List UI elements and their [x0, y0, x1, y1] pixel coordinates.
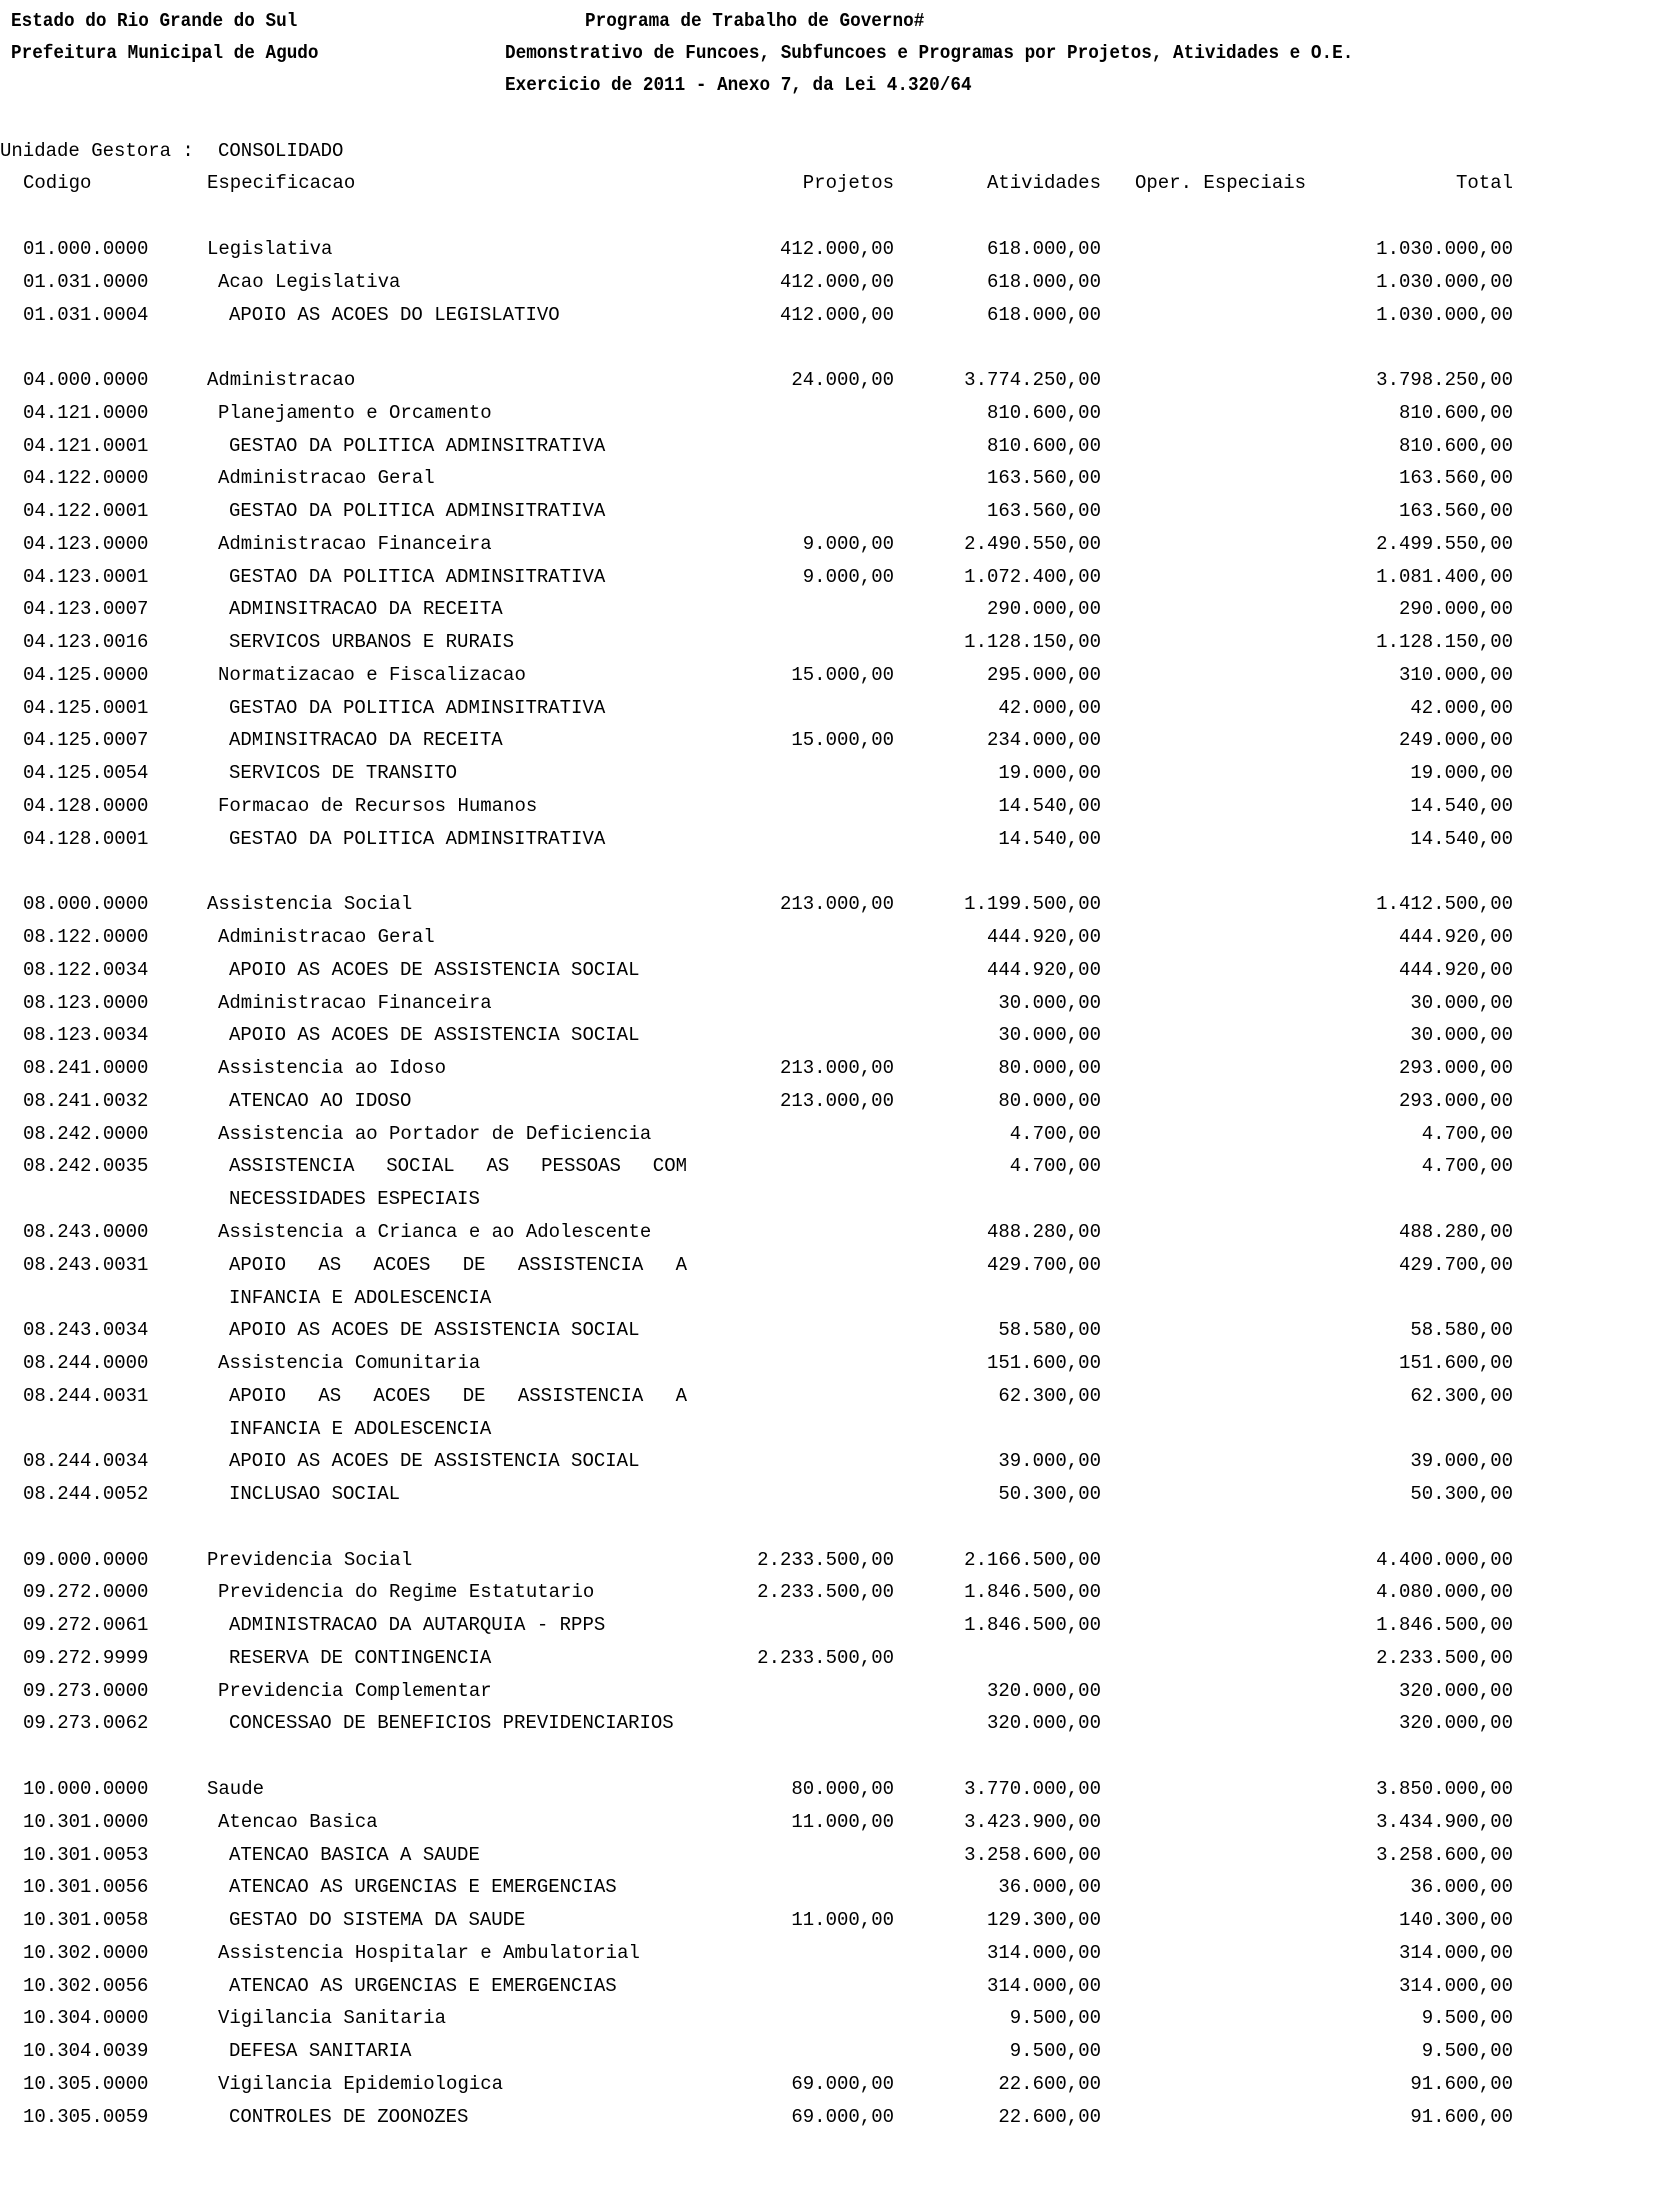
row-code: 10.302.0056 [23, 1974, 149, 1997]
row-code: 08.241.0032 [23, 1089, 149, 1112]
row-spec: ATENCAO AO IDOSO [229, 1089, 412, 1112]
subfunction-row [0, 271, 1653, 304]
program-row [0, 1647, 1653, 1680]
row-code: 04.123.0007 [23, 598, 149, 621]
row-code: 10.305.0000 [23, 2072, 149, 2095]
row-activities: 429.700,00 [986, 1253, 1101, 1276]
row-spec-continuation: NECESSIDADES ESPECIAIS [229, 1188, 480, 1211]
row-code: 01.031.0000 [23, 270, 149, 293]
subfunction-row [0, 1811, 1653, 1844]
program-row [0, 435, 1653, 468]
row-total: 293.000,00 [1398, 1089, 1513, 1112]
row-code: 08.122.0000 [23, 926, 149, 949]
row-code: 08.242.0035 [23, 1155, 149, 1178]
row-code: 08.241.0000 [23, 1057, 149, 1080]
col-header-special-ops: Oper. Especiais [1135, 172, 1307, 194]
row-spec: SERVICOS URBANOS E RURAIS [229, 631, 515, 654]
row-code: 08.122.0034 [23, 958, 149, 981]
row-total: 9.500,00 [1421, 2007, 1513, 2030]
row-total: 314.000,00 [1398, 1941, 1513, 1964]
program-row [0, 1319, 1653, 1352]
row-activities: 4.700,00 [1009, 1122, 1101, 1145]
row-code: 10.304.0000 [23, 2007, 149, 2030]
group-spacer [0, 1516, 1653, 1549]
row-code: 09.272.9999 [23, 1646, 149, 1669]
group-spacer [0, 336, 1653, 369]
row-code: 08.243.0000 [23, 1220, 149, 1243]
row-activities: 320.000,00 [986, 1679, 1101, 1702]
row-spec: Assistencia ao Idoso [218, 1057, 447, 1080]
row-projects: 11.000,00 [791, 1909, 894, 1932]
row-spec: GESTAO DA POLITICA ADMINSITRATIVA [229, 434, 606, 457]
row-total: 163.560,00 [1398, 467, 1513, 490]
row-code: 09.000.0000 [23, 1548, 149, 1571]
function-row [0, 1549, 1653, 1582]
row-total: 4.700,00 [1421, 1122, 1513, 1145]
row-code: 08.243.0034 [23, 1319, 149, 1342]
row-total: 50.300,00 [1410, 1483, 1513, 1506]
row-code: 04.125.0001 [23, 696, 149, 719]
row-code: 04.125.0007 [23, 729, 149, 752]
row-activities: 9.500,00 [1009, 2040, 1101, 2063]
row-spec: Planejamento e Orcamento [218, 401, 492, 424]
row-code: 10.000.0000 [23, 1777, 149, 1800]
row-activities: 9.500,00 [1009, 2007, 1101, 2030]
row-activities: 3.258.600,00 [964, 1843, 1101, 1866]
row-total: 91.600,00 [1410, 2072, 1513, 2095]
row-spec: GESTAO DA POLITICA ADMINSITRATIVA [229, 827, 606, 850]
subfunction-row [0, 467, 1653, 500]
row-code: 09.273.0062 [23, 1712, 149, 1735]
row-total: 444.920,00 [1398, 926, 1513, 949]
row-activities: 810.600,00 [986, 401, 1101, 424]
row-total: 290.000,00 [1398, 598, 1513, 621]
row-activities: 2.490.550,00 [964, 532, 1101, 555]
row-code: 04.122.0001 [23, 500, 149, 523]
state-name: Estado do Rio Grande do Sul [11, 10, 298, 32]
row-total: 1.412.500,00 [1376, 893, 1513, 916]
subfunction-row [0, 1057, 1653, 1090]
function-row [0, 369, 1653, 402]
row-total: 4.700,00 [1421, 1155, 1513, 1178]
row-activities: 290.000,00 [986, 598, 1101, 621]
row-code: 04.123.0016 [23, 631, 149, 654]
row-spec: APOIO AS ACOES DE ASSISTENCIA SOCIAL [229, 958, 640, 981]
row-activities: 314.000,00 [986, 1974, 1101, 1997]
row-spec: Normatizacao e Fiscalizacao [218, 663, 526, 686]
row-activities: 3.423.900,00 [964, 1810, 1101, 1833]
row-spec: Previdencia Complementar [218, 1679, 492, 1702]
row-code: 01.031.0004 [23, 303, 149, 326]
group-spacer [0, 861, 1653, 894]
row-spec: Previdencia do Regime Estatutario [218, 1581, 595, 1604]
row-code: 10.305.0059 [23, 2105, 149, 2128]
row-spec: Assistencia Social [207, 893, 413, 916]
function-row [0, 1778, 1653, 1811]
row-code: 08.244.0052 [23, 1483, 149, 1506]
row-spec: Assistencia ao Portador de Deficiencia [218, 1122, 652, 1145]
row-activities: 151.600,00 [986, 1352, 1101, 1375]
row-activities: 14.540,00 [998, 795, 1101, 818]
program-row [0, 598, 1653, 631]
row-code: 10.301.0056 [23, 1876, 149, 1899]
row-activities: 163.560,00 [986, 467, 1101, 490]
row-total: 488.280,00 [1398, 1220, 1513, 1243]
row-spec: ATENCAO BASICA A SAUDE [229, 1843, 480, 1866]
row-total: 320.000,00 [1398, 1712, 1513, 1735]
row-activities: 36.000,00 [998, 1876, 1101, 1899]
row-code: 04.128.0001 [23, 827, 149, 850]
row-activities: 314.000,00 [986, 1941, 1101, 1964]
row-code: 01.000.0000 [23, 238, 149, 260]
row-total: 810.600,00 [1398, 401, 1513, 424]
row-spec: APOIO AS ACOES DE ASSISTENCIA SOCIAL [229, 1024, 640, 1047]
row-total: 19.000,00 [1410, 762, 1513, 785]
col-header-projects: Projetos [802, 172, 894, 194]
report-subtitle: Demonstrativo de Funcoes, Subfuncoes e Programas por Projetos, Atividades e O.E. [505, 42, 1354, 64]
row-spec: ATENCAO AS URGENCIAS E EMERGENCIAS [229, 1974, 617, 1997]
row-total: 3.850.000,00 [1376, 1777, 1513, 1800]
row-code: 04.123.0000 [23, 532, 149, 555]
col-header-total: Total [1455, 172, 1513, 194]
row-activities: 129.300,00 [986, 1909, 1101, 1932]
row-spec: ADMINSITRACAO DA RECEITA [229, 598, 503, 621]
row-total: 91.600,00 [1410, 2105, 1513, 2128]
row-code: 04.122.0000 [23, 467, 149, 490]
row-spec: Assistencia Hospitalar e Ambulatorial [218, 1941, 640, 1964]
row-spec: Administracao [207, 369, 356, 392]
row-total: 1.081.400,00 [1376, 565, 1513, 588]
program-row-continuation [0, 1188, 1653, 1221]
row-spec: Formacao de Recursos Humanos [218, 795, 538, 818]
row-total: 320.000,00 [1398, 1679, 1513, 1702]
program-row [0, 566, 1653, 599]
row-spec: ADMINSITRACAO DA RECEITA [229, 729, 503, 752]
row-total: 9.500,00 [1421, 2040, 1513, 2063]
row-total: 140.300,00 [1398, 1909, 1513, 1932]
row-activities: 163.560,00 [986, 500, 1101, 523]
row-activities: 1.846.500,00 [964, 1614, 1101, 1637]
row-code: 04.125.0000 [23, 663, 149, 686]
row-spec: Vigilancia Sanitaria [218, 2007, 447, 2030]
row-spec: ATENCAO AS URGENCIAS E EMERGENCIAS [229, 1876, 617, 1899]
row-spec: Administracao Financeira [218, 532, 492, 555]
subfunction-row [0, 2007, 1653, 2040]
row-code: 04.121.0001 [23, 434, 149, 457]
row-projects: 15.000,00 [791, 663, 894, 686]
program-row [0, 1614, 1653, 1647]
row-activities: 14.540,00 [998, 827, 1101, 850]
program-row [0, 1090, 1653, 1123]
row-projects: 69.000,00 [791, 2072, 894, 2095]
row-code: 10.301.0058 [23, 1909, 149, 1932]
program-row [0, 697, 1653, 730]
row-activities: 30.000,00 [998, 991, 1101, 1014]
row-total: 1.030.000,00 [1376, 238, 1513, 260]
row-total: 4.080.000,00 [1376, 1581, 1513, 1604]
program-row [0, 729, 1653, 762]
row-code: 08.244.0031 [23, 1384, 149, 1407]
row-total: 14.540,00 [1410, 827, 1513, 850]
row-projects: 9.000,00 [802, 532, 894, 555]
row-total: 58.580,00 [1410, 1319, 1513, 1342]
row-spec: GESTAO DA POLITICA ADMINSITRATIVA [229, 500, 606, 523]
row-spec: Administracao Financeira [218, 991, 492, 1014]
program-row [0, 304, 1653, 337]
row-code: 08.244.0000 [23, 1352, 149, 1375]
program-row [0, 2040, 1653, 2073]
subfunction-row [0, 1581, 1653, 1614]
row-spec: INCLUSAO SOCIAL [229, 1483, 401, 1506]
subfunction-row [0, 1680, 1653, 1713]
row-activities: 488.280,00 [986, 1220, 1101, 1243]
program-row-continuation [0, 1418, 1653, 1451]
row-spec: GESTAO DA POLITICA ADMINSITRATIVA [229, 696, 606, 719]
row-spec: APOIO AS ACOES DE ASSISTENCIA A [229, 1253, 687, 1276]
subfunction-row [0, 1221, 1653, 1254]
row-spec: ASSISTENCIA SOCIAL AS PESSOAS COM [229, 1155, 687, 1178]
row-code: 10.304.0039 [23, 2040, 149, 2063]
program-row [0, 1024, 1653, 1057]
program-row [0, 1876, 1653, 1909]
row-projects: 2.233.500,00 [757, 1548, 894, 1571]
row-spec: CONCESSAO DE BENEFICIOS PREVIDENCIARIOS [229, 1712, 674, 1735]
row-total: 429.700,00 [1398, 1253, 1513, 1276]
row-activities: 58.580,00 [998, 1319, 1101, 1342]
row-code: 08.123.0034 [23, 1024, 149, 1047]
row-activities: 50.300,00 [998, 1483, 1101, 1506]
row-activities: 42.000,00 [998, 696, 1101, 719]
row-total: 4.400.000,00 [1376, 1548, 1513, 1571]
row-projects: 69.000,00 [791, 2105, 894, 2128]
row-total: 42.000,00 [1410, 696, 1513, 719]
row-spec: APOIO AS ACOES DE ASSISTENCIA SOCIAL [229, 1319, 640, 1342]
row-activities: 30.000,00 [998, 1024, 1101, 1047]
program-row [0, 1450, 1653, 1483]
row-spec: APOIO AS ACOES DE ASSISTENCIA A [229, 1384, 687, 1407]
col-header-activities: Atividades [986, 172, 1101, 194]
subfunction-row [0, 402, 1653, 435]
row-total: 810.600,00 [1398, 434, 1513, 457]
row-spec: Vigilancia Epidemiologica [218, 2072, 504, 2095]
row-code: 09.272.0000 [23, 1581, 149, 1604]
row-spec: Acao Legislativa [218, 270, 401, 293]
program-row [0, 828, 1653, 861]
subfunction-row [0, 1352, 1653, 1385]
row-total: 163.560,00 [1398, 500, 1513, 523]
row-projects: 15.000,00 [791, 729, 894, 752]
program-row [0, 1483, 1653, 1516]
row-projects: 213.000,00 [779, 1057, 894, 1080]
row-spec: Atencao Basica [218, 1810, 378, 1833]
subfunction-row [0, 992, 1653, 1025]
row-activities: 80.000,00 [998, 1057, 1101, 1080]
row-total: 293.000,00 [1398, 1057, 1513, 1080]
row-spec: Administracao Geral [218, 926, 435, 949]
row-total: 3.258.600,00 [1376, 1843, 1513, 1866]
program-row [0, 2106, 1653, 2139]
program-row [0, 631, 1653, 664]
row-code: 04.128.0000 [23, 795, 149, 818]
row-activities: 320.000,00 [986, 1712, 1101, 1735]
row-total: 314.000,00 [1398, 1974, 1513, 1997]
program-row [0, 1155, 1653, 1188]
row-total: 1.846.500,00 [1376, 1614, 1513, 1637]
row-total: 3.434.900,00 [1376, 1810, 1513, 1833]
row-total: 1.128.150,00 [1376, 631, 1513, 654]
row-total: 62.300,00 [1410, 1384, 1513, 1407]
row-total: 2.233.500,00 [1376, 1646, 1513, 1669]
row-activities: 1.128.150,00 [964, 631, 1101, 654]
subfunction-row [0, 926, 1653, 959]
row-spec: DEFESA SANITARIA [229, 2040, 412, 2063]
row-activities: 80.000,00 [998, 1089, 1101, 1112]
row-activities: 22.600,00 [998, 2072, 1101, 2095]
row-projects: 11.000,00 [791, 1810, 894, 1833]
row-activities: 295.000,00 [986, 663, 1101, 686]
program-row [0, 762, 1653, 795]
row-projects: 2.233.500,00 [757, 1646, 894, 1669]
program-row [0, 1844, 1653, 1877]
row-activities: 39.000,00 [998, 1450, 1101, 1473]
row-projects: 412.000,00 [779, 270, 894, 293]
row-total: 3.798.250,00 [1376, 369, 1513, 392]
row-spec: Previdencia Social [207, 1548, 413, 1571]
program-row [0, 1254, 1653, 1287]
row-code: 09.273.0000 [23, 1679, 149, 1702]
row-code: 08.243.0031 [23, 1253, 149, 1276]
row-projects: 213.000,00 [779, 893, 894, 916]
program-row [0, 500, 1653, 533]
row-activities: 19.000,00 [998, 762, 1101, 785]
row-activities: 618.000,00 [986, 303, 1101, 326]
program-row-continuation [0, 1287, 1653, 1320]
row-activities: 22.600,00 [998, 2105, 1101, 2128]
row-total: 39.000,00 [1410, 1450, 1513, 1473]
row-spec: CONTROLES DE ZOONOZES [229, 2105, 469, 2128]
row-activities: 810.600,00 [986, 434, 1101, 457]
row-total: 1.030.000,00 [1376, 303, 1513, 326]
row-code: 04.000.0000 [23, 369, 149, 392]
row-projects: 9.000,00 [802, 565, 894, 588]
report-title: Programa de Trabalho de Governo# [585, 10, 925, 32]
row-total: 14.540,00 [1410, 795, 1513, 818]
row-spec-continuation: INFANCIA E ADOLESCENCIA [229, 1417, 492, 1440]
row-code: 08.244.0034 [23, 1450, 149, 1473]
municipality-name: Prefeitura Municipal de Agudo [11, 42, 319, 64]
row-code: 08.123.0000 [23, 991, 149, 1014]
row-total: 444.920,00 [1398, 958, 1513, 981]
row-code: 04.123.0001 [23, 565, 149, 588]
row-spec: GESTAO DO SISTEMA DA SAUDE [229, 1909, 526, 1932]
row-code: 10.301.0053 [23, 1843, 149, 1866]
subfunction-row [0, 533, 1653, 566]
row-spec: Legislativa [207, 238, 333, 260]
row-projects: 80.000,00 [791, 1777, 894, 1800]
row-total: 1.030.000,00 [1376, 270, 1513, 293]
row-total: 36.000,00 [1410, 1876, 1513, 1899]
row-spec: ADMINISTRACAO DA AUTARQUIA - RPPS [229, 1614, 606, 1637]
function-row [0, 238, 1653, 271]
row-spec: Administracao Geral [218, 467, 435, 490]
row-projects: 213.000,00 [779, 1089, 894, 1112]
function-row [0, 893, 1653, 926]
row-spec-continuation: INFANCIA E ADOLESCENCIA [229, 1286, 492, 1309]
report-table [0, 238, 1653, 2138]
program-row [0, 1385, 1653, 1418]
row-total: 310.000,00 [1398, 663, 1513, 686]
row-activities: 444.920,00 [986, 926, 1101, 949]
row-total: 30.000,00 [1410, 1024, 1513, 1047]
row-spec: SERVICOS DE TRANSITO [229, 762, 458, 785]
row-projects: 24.000,00 [791, 369, 894, 392]
row-code: 10.302.0000 [23, 1941, 149, 1964]
subfunction-row [0, 2073, 1653, 2106]
row-code: 04.125.0054 [23, 762, 149, 785]
row-projects: 412.000,00 [779, 238, 894, 260]
row-total: 151.600,00 [1398, 1352, 1513, 1375]
group-spacer [0, 1745, 1653, 1778]
row-spec: APOIO AS ACOES DO LEGISLATIVO [229, 303, 560, 326]
row-spec: Assistencia a Crianca e ao Adolescente [218, 1220, 652, 1243]
row-activities: 62.300,00 [998, 1384, 1101, 1407]
row-spec: Assistencia Comunitaria [218, 1352, 481, 1375]
program-row [0, 1975, 1653, 2008]
row-projects: 2.233.500,00 [757, 1581, 894, 1604]
row-code: 08.000.0000 [23, 893, 149, 916]
unit-value: CONSOLIDADO [218, 140, 344, 162]
row-total: 2.499.550,00 [1376, 532, 1513, 555]
row-spec: GESTAO DA POLITICA ADMINSITRATIVA [229, 565, 606, 588]
row-total: 249.000,00 [1398, 729, 1513, 752]
program-row [0, 1712, 1653, 1745]
col-header-spec: Especificacao [207, 172, 356, 194]
row-activities: 2.166.500,00 [964, 1548, 1101, 1571]
row-activities: 618.000,00 [986, 270, 1101, 293]
row-activities: 1.199.500,00 [964, 893, 1101, 916]
program-row [0, 959, 1653, 992]
row-activities: 3.770.000,00 [964, 1777, 1101, 1800]
col-header-code: Codigo [23, 172, 92, 194]
row-activities: 1.846.500,00 [964, 1581, 1101, 1604]
subfunction-row [0, 1942, 1653, 1975]
row-code: 08.242.0000 [23, 1122, 149, 1145]
row-code: 10.301.0000 [23, 1810, 149, 1833]
program-row [0, 1909, 1653, 1942]
subfunction-row [0, 795, 1653, 828]
row-activities: 444.920,00 [986, 958, 1101, 981]
row-spec: RESERVA DE CONTINGENCIA [229, 1646, 492, 1669]
report-exercise: Exercicio de 2011 - Anexo 7, da Lei 4.320/64 [505, 74, 972, 96]
row-spec: Saude [207, 1777, 265, 1800]
row-activities: 618.000,00 [986, 238, 1101, 260]
row-activities: 3.774.250,00 [964, 369, 1101, 392]
unit-label: Unidade Gestora : [0, 140, 194, 162]
row-activities: 4.700,00 [1009, 1155, 1101, 1178]
row-code: 04.121.0000 [23, 401, 149, 424]
row-code: 09.272.0061 [23, 1614, 149, 1637]
row-activities: 1.072.400,00 [964, 565, 1101, 588]
row-total: 30.000,00 [1410, 991, 1513, 1014]
subfunction-row [0, 664, 1653, 697]
row-projects: 412.000,00 [779, 303, 894, 326]
row-activities: 234.000,00 [986, 729, 1101, 752]
row-spec: APOIO AS ACOES DE ASSISTENCIA SOCIAL [229, 1450, 640, 1473]
subfunction-row [0, 1123, 1653, 1156]
